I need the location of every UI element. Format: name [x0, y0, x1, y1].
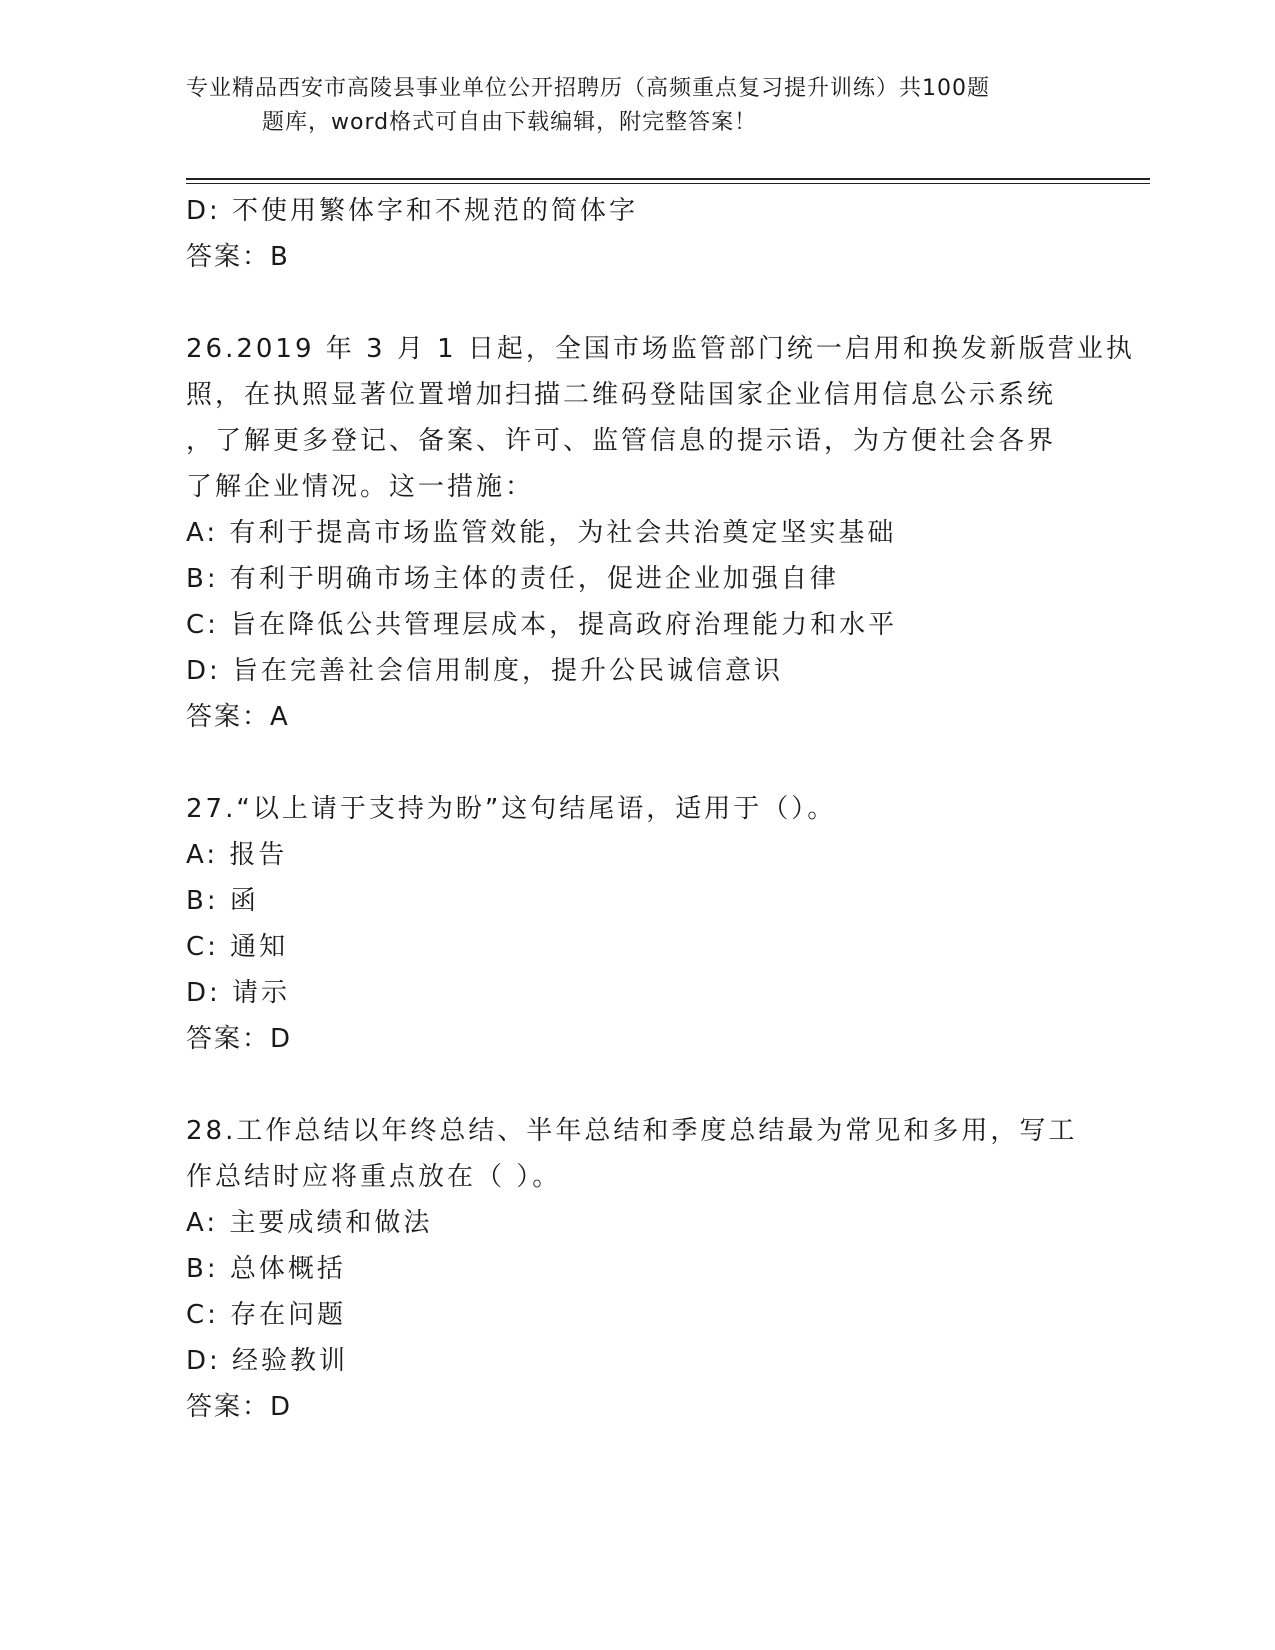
q28-option-d: D: 经验教训: [186, 1346, 349, 1376]
question-gap: [186, 1062, 1086, 1108]
q28-answer: 答案：D: [186, 1392, 293, 1422]
q27-option-a: A: 报告: [186, 840, 288, 870]
q26-stem-line4: 了解企业情况。这一措施：: [186, 472, 535, 502]
document-body: [186, 188, 1135, 1430]
question-28: [186, 1108, 1086, 1430]
header-title-line2: 题库，word格式可自由下载编辑，附完整答案！: [262, 110, 758, 135]
header-divider-thick: [186, 178, 1150, 180]
header-title-line1: 专业精品西安市高陵县事业单位公开招聘历（高频重点复习提升训练）共100题: [186, 76, 990, 101]
q26-answer: 答案：A: [186, 702, 290, 732]
q26-option-c: C: 旨在降低公共管理层成本，提高政府治理能力和水平: [186, 610, 898, 640]
q27-option-c: C: 通知: [186, 932, 289, 962]
q28-option-b: B: 总体概括: [186, 1254, 346, 1284]
document-header: [186, 72, 1086, 140]
q25-option-d: D: 不使用繁体字和不规范的简体字: [186, 196, 639, 226]
question-gap: [186, 280, 1086, 326]
q26-stem-line1: 26.2019 年 3 月 1 日起，全国市场监管部门统一启用和换发新版营业执: [186, 334, 1135, 364]
q25-answer: 答案：B: [186, 242, 290, 272]
q26-stem-line2: 照，在执照显著位置增加扫描二维码登陆国家企业信用信息公示系统: [186, 380, 1057, 410]
q26-stem-line3: ，了解更多登记、备案、许可、监管信息的提示语，为方便社会各界: [186, 426, 1057, 456]
q26-option-b: B: 有利于明确市场主体的责任，促进企业加强自律: [186, 564, 839, 594]
q28-stem-line2: 作总结时应将重点放在（ ）。: [186, 1162, 562, 1192]
header-divider-thin: [186, 183, 1150, 184]
q27-option-b: B: 函: [186, 886, 259, 916]
q26-option-d: D: 旨在完善社会信用制度，提升公民诚信意识: [186, 656, 784, 686]
q28-stem-line1: 28.工作总结以年终总结、半年总结和季度总结最为常见和多用，写工: [186, 1116, 1078, 1146]
q28-option-a: A: 主要成绩和做法: [186, 1208, 433, 1238]
q28-option-c: C: 存在问题: [186, 1300, 347, 1330]
question-gap: [186, 740, 1086, 786]
question-26: [186, 326, 1135, 740]
question-25-tail: [186, 188, 1086, 280]
q27-answer: 答案：D: [186, 1024, 293, 1054]
q27-option-d: D: 请示: [186, 978, 291, 1008]
q26-option-a: A: 有利于提高市场监管效能，为社会共治奠定坚实基础: [186, 518, 897, 548]
question-27: [186, 786, 1086, 1062]
q27-stem-line1: 27.“以上请于支持为盼”这句结尾语，适用于（）。: [186, 794, 837, 824]
